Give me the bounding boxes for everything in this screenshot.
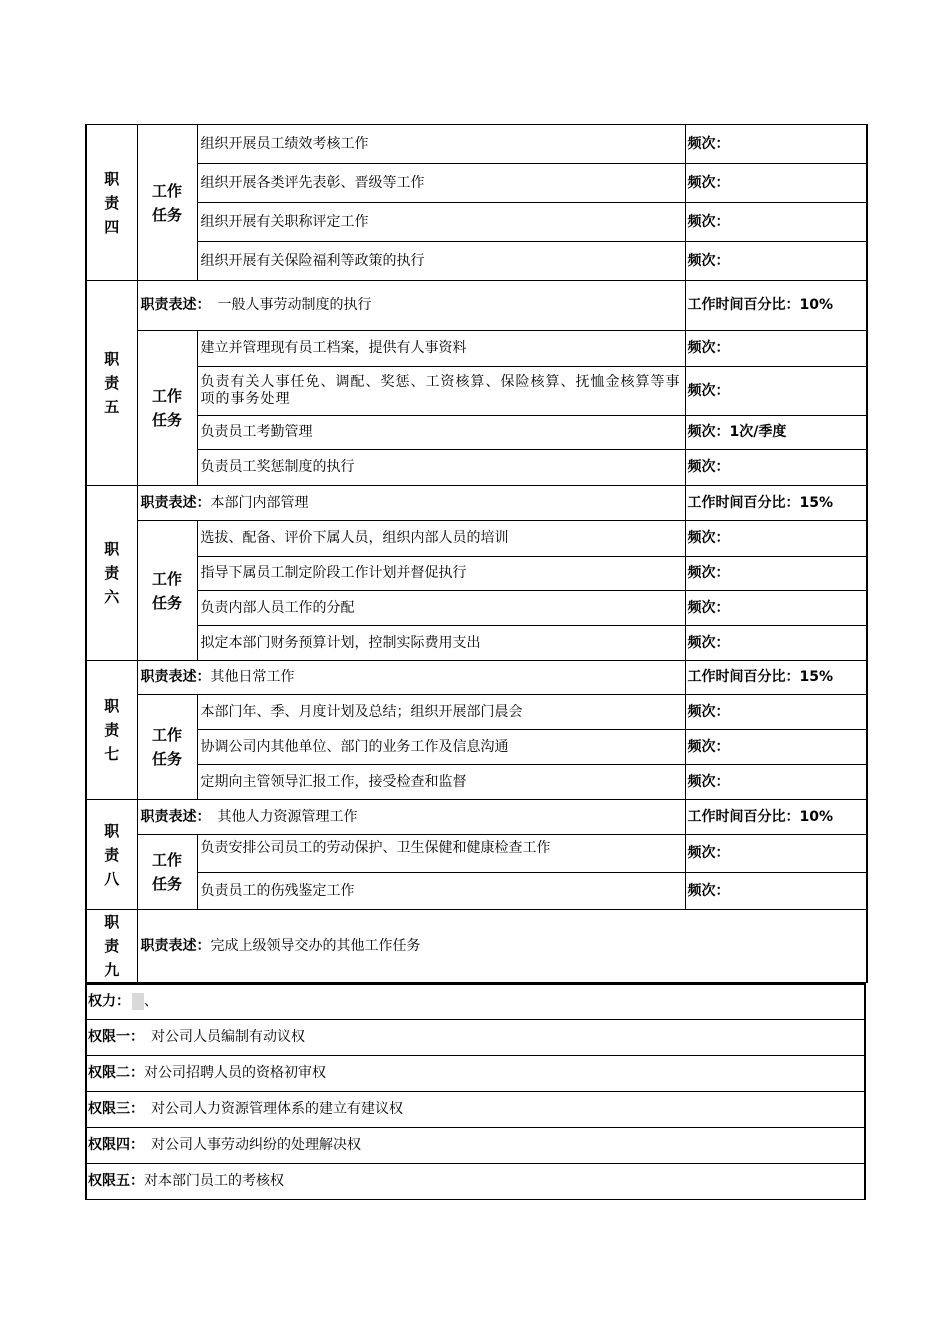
table-row	[86, 164, 867, 203]
power-item: 权限一： 对公司人员编制有动议权	[86, 1019, 865, 1055]
description-label: 职责表述：	[140, 297, 204, 313]
table-row	[86, 557, 867, 591]
highlight-mark	[132, 993, 144, 1010]
task-text: 组织开展有关保险福利等政策的执行	[197, 242, 685, 281]
duty6-description	[137, 486, 685, 521]
description-label: 职责表述：	[140, 937, 211, 954]
task-text: 组织开展各类评先表彰、晋级等工作	[197, 164, 685, 203]
table-row	[86, 281, 867, 331]
duty6-work-label: 工作 任务	[137, 521, 197, 661]
duty7-work-label: 工作 任务	[137, 695, 197, 800]
task-frequency: 频次：	[685, 242, 867, 281]
task-text: 负责员工的伤残鉴定工作	[197, 873, 685, 910]
task-frequency: 频次：1次/季度	[685, 416, 867, 450]
description-text: 本部门内部管理	[210, 494, 309, 511]
table-row	[86, 626, 867, 661]
task-text: 建立并管理现有员工档案，提供有人事资料	[197, 331, 685, 367]
task-frequency: 频次：	[685, 626, 867, 661]
table-row	[86, 1163, 865, 1199]
powers-table	[85, 983, 866, 1200]
task-frequency: 频次：	[685, 591, 867, 626]
table-row	[86, 203, 867, 242]
task-frequency: 频次：	[685, 765, 867, 800]
table-row	[86, 910, 867, 983]
time-percentage: 工作时间百分比：15%	[685, 661, 867, 695]
table-row	[86, 125, 867, 164]
duty9-description	[137, 910, 867, 983]
description-label: 职责表述：	[140, 494, 211, 511]
task-frequency: 频次：	[685, 203, 867, 242]
task-text: 拟定本部门财务预算计划，控制实际费用支出	[197, 626, 685, 661]
duty5-description	[137, 281, 685, 331]
table-row	[86, 367, 867, 416]
table-row	[86, 1055, 865, 1091]
powers-title: 权力： 、	[86, 984, 865, 1019]
task-frequency: 频次：	[685, 695, 867, 730]
table-row	[86, 661, 867, 695]
task-text: 本部门年、季、月度计划及总结；组织开展部门晨会	[197, 695, 685, 730]
time-percentage: 工作时间百分比：10%	[685, 281, 867, 331]
power-item: 权限五：对本部门员工的考核权	[86, 1163, 865, 1199]
description-label: 职责表述：	[140, 808, 204, 825]
task-frequency: 频次：	[685, 331, 867, 367]
job-description-document	[85, 124, 866, 1200]
task-frequency: 频次：	[685, 873, 867, 910]
duty5-label: 职 责 五	[86, 281, 137, 486]
table-row	[86, 730, 867, 765]
description-label: 职责表述：	[140, 669, 211, 685]
table-row	[86, 486, 867, 521]
task-text: 负责内部人员工作的分配	[197, 591, 685, 626]
table-row	[86, 591, 867, 626]
duty9-label: 职 责 九	[86, 910, 137, 983]
table-row	[86, 242, 867, 281]
table-row	[86, 873, 867, 910]
task-text: 组织开展员工绩效考核工作	[197, 125, 685, 164]
task-text: 组织开展有关职称评定工作	[197, 203, 685, 242]
time-percentage: 工作时间百分比：10%	[685, 800, 867, 835]
power-item: 权限三： 对公司人力资源管理体系的建立有建议权	[86, 1091, 865, 1127]
task-frequency: 频次：	[685, 835, 867, 873]
duties-table	[85, 124, 868, 983]
table-row	[86, 521, 867, 557]
description-text: 其他日常工作	[210, 669, 295, 685]
task-frequency: 频次：	[685, 164, 867, 203]
task-text: 选拔、配备、评价下属人员，组织内部人员的培训	[197, 521, 685, 557]
table-row	[86, 984, 865, 1019]
table-row	[86, 1019, 865, 1055]
task-text: 定期向主管领导汇报工作，接受检查和监督	[197, 765, 685, 800]
power-item: 权限二：对公司招聘人员的资格初审权	[86, 1055, 865, 1091]
duty7-label: 职 责 七	[86, 661, 137, 800]
task-frequency: 频次：	[685, 367, 867, 416]
task-text: 负责员工奖惩制度的执行	[197, 450, 685, 486]
task-text: 负责有关人事任免、调配、奖惩、工资核算、保险核算、抚恤金核算等事项的事务处理	[197, 367, 685, 416]
table-row	[86, 450, 867, 486]
table-row	[86, 331, 867, 367]
description-text: 一般人事劳动制度的执行	[203, 297, 372, 313]
duty6-label: 职 责 六	[86, 486, 137, 661]
duty4-work-label: 工作 任务	[137, 125, 197, 281]
table-row	[86, 695, 867, 730]
duty7-description	[137, 661, 685, 695]
power-item: 权限四： 对公司人事劳动纠纷的处理解决权	[86, 1127, 865, 1163]
table-row	[86, 835, 867, 873]
duty5-work-label: 工作 任务	[137, 331, 197, 486]
table-row	[86, 416, 867, 450]
table-row	[86, 1127, 865, 1163]
task-text: 协调公司内其他单位、部门的业务工作及信息沟通	[197, 730, 685, 765]
duty4-label: 职 责 四	[86, 125, 137, 281]
task-frequency: 频次：	[685, 450, 867, 486]
table-row	[86, 765, 867, 800]
description-text: 其他人力资源管理工作	[203, 808, 358, 825]
task-frequency: 频次：	[685, 125, 867, 164]
description-text: 完成上级领导交办的其他工作任务	[210, 937, 421, 954]
duty8-label: 职 责 八	[86, 800, 137, 910]
table-row	[86, 1091, 865, 1127]
task-text: 负责安排公司员工的劳动保护、卫生保健和健康检查工作	[197, 835, 685, 873]
task-frequency: 频次：	[685, 730, 867, 765]
task-text: 负责员工考勤管理	[197, 416, 685, 450]
table-row	[86, 800, 867, 835]
task-text: 指导下属员工制定阶段工作计划并督促执行	[197, 557, 685, 591]
duty8-work-label: 工作 任务	[137, 835, 197, 910]
task-frequency: 频次：	[685, 521, 867, 557]
duty8-description	[137, 800, 685, 835]
time-percentage: 工作时间百分比：15%	[685, 486, 867, 521]
task-frequency: 频次：	[685, 557, 867, 591]
